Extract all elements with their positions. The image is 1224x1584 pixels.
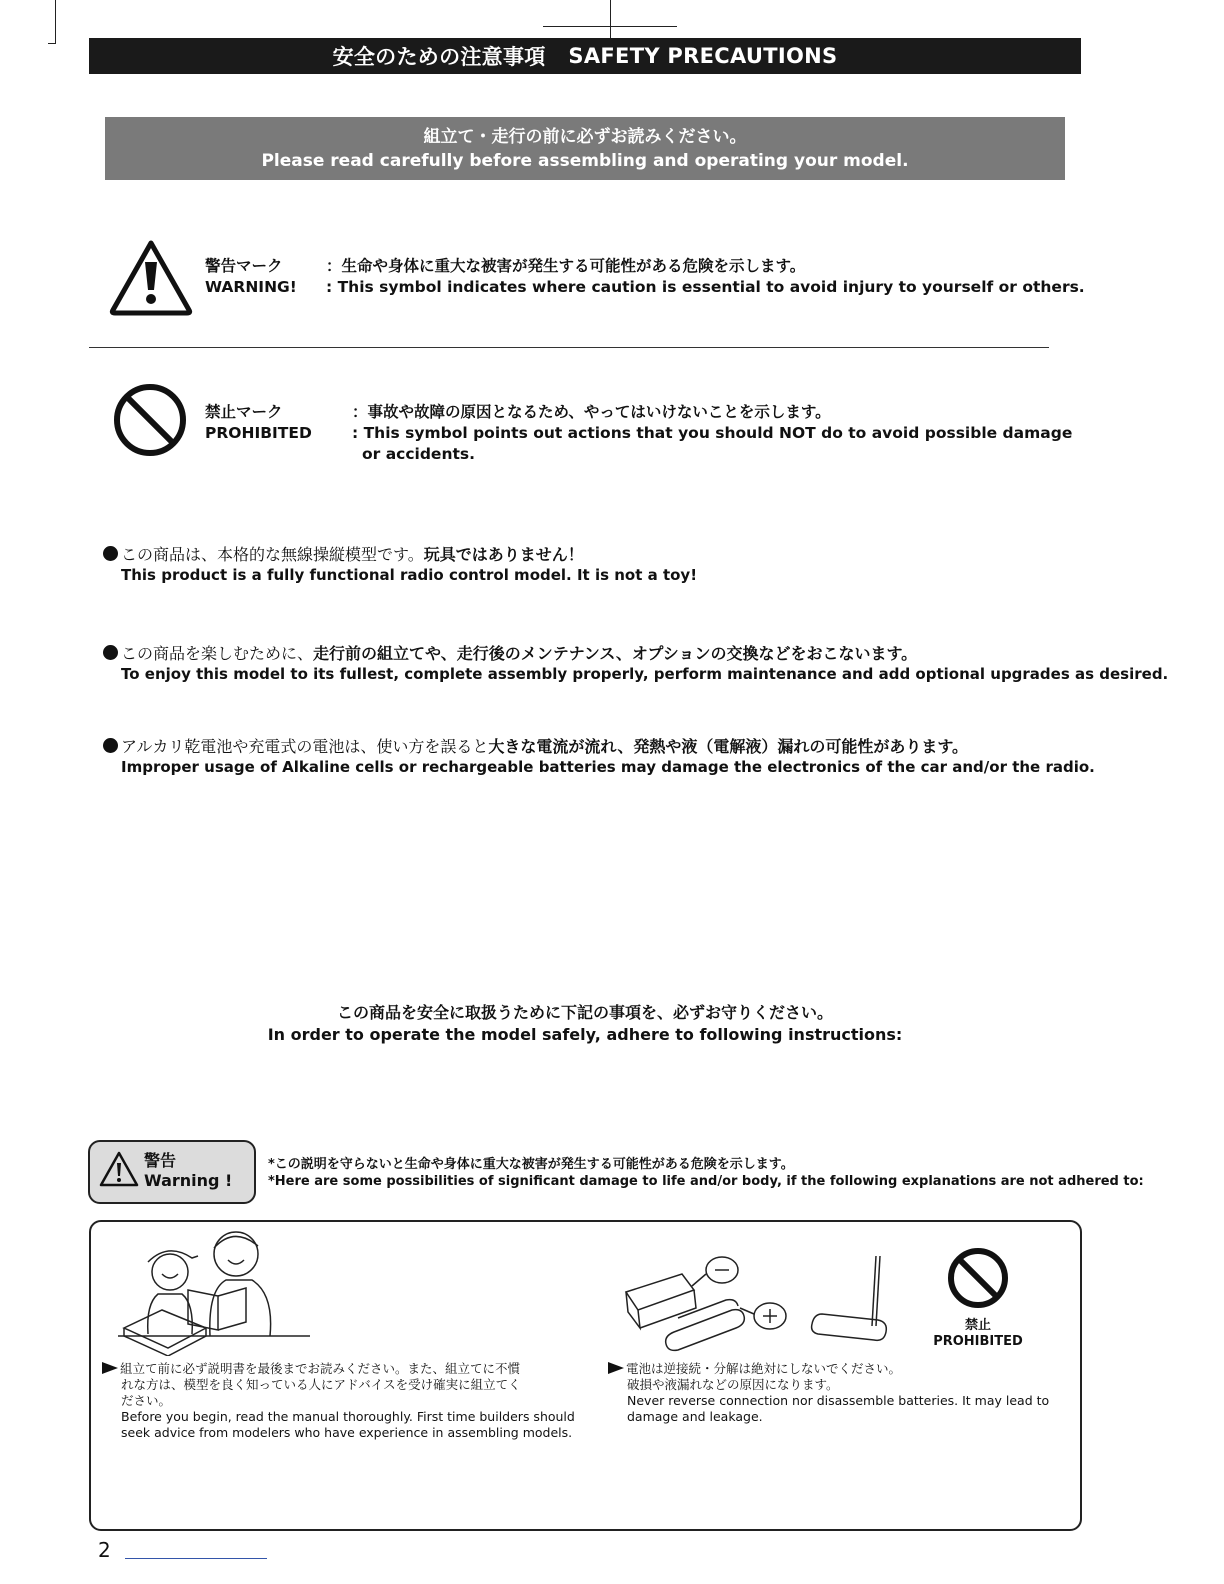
warning-description: ：生命や身体に重大な被害が発生する可能性がある危険を示します。 : This symbol indicates where caution is essential to avoid injury to yourself or others. — [326, 257, 1085, 296]
pointer-triangle-icon — [608, 1362, 624, 1374]
title-en: SAFETY PRECAUTIONS — [568, 44, 838, 68]
battery-illustration — [622, 1252, 902, 1352]
title-jp: 安全のための注意事項 — [332, 45, 546, 69]
reading-manual-illustration — [118, 1224, 313, 1356]
warning-small-icon — [98, 1150, 140, 1188]
bullet-item: アルカリ乾電池や充電式の電池は、使い方を誤ると大きな電流が流れ、発熱や液（電解液）漏れの可能性があります。 Improper usage of Alkaline cells or rechargeable batteries may damage the electronics of the car and/or the radio. — [103, 736, 1095, 778]
bullet-item: この商品を楽しむために、走行前の組立てや、走行後のメンテナンス、オプションの交換などをおこないます。 To enjoy this model to its fullest, complete assembly properly, perform maintenance and add optional upgrades as desired. — [103, 643, 1168, 685]
prohibited-small-icon — [946, 1246, 1010, 1310]
crop-mark — [610, 0, 611, 38]
warning-explanation: *この説明を守らないと生命や身体に重大な被害が発生する可能性がある危険を示します。 *Here are some possibilities of significant damage to life and/or body, if the following explanations are not adhered to: — [268, 1157, 1144, 1189]
prohibited-caption: 禁止 PROHIBITED — [933, 1318, 1023, 1349]
read-notice-jp: 組立て・走行の前に必ずお読みください。 — [423, 126, 747, 147]
warning-triangle-icon — [108, 238, 194, 316]
divider — [89, 347, 1049, 348]
page-footer-line — [125, 1558, 267, 1559]
bullet-dot-icon — [103, 645, 118, 660]
instructions-note: この商品を安全に取扱うために下記の事項を、必ずお守りください。 In order to operate the model safely, adhere to following instructions: — [267, 1003, 903, 1044]
crop-mark — [543, 26, 677, 27]
bullet-dot-icon — [103, 546, 118, 561]
prohibited-description: ：事故や故障の原因となるため、やってはいけないことを示します。 : This symbol points out actions that you should NOT do to avoid possible damage or accidents. — [352, 403, 1073, 463]
pointer-triangle-icon — [102, 1362, 118, 1374]
warning-label: 警告マーク WARNING! — [205, 257, 297, 296]
page-title-bar — [89, 38, 1081, 74]
read-notice-en: Please read carefully before assembling and operating your model. — [261, 150, 909, 171]
page-number: 2 — [98, 1538, 111, 1562]
bullet-item: この商品は、本格的な無線操縦模型です。玩具ではありません！ This product is a fully functional radio control model. It is not a toy! — [103, 544, 697, 586]
bullet-dot-icon — [103, 738, 118, 753]
left-instruction: 組立て前に必ず説明書を最後までお読みください。また、組立てに不慣 れな方は、模型を良く知っている人にアドバイスを受け確実に組立てく ださい。 Before you begin, read the manual thoroughly. First time builders should seek advice from modelers who have experience in assembling models. — [102, 1361, 575, 1441]
right-instruction: 電池は逆接続・分解は絶対にしないでください。 破損や液漏れなどの原因になります。 Never reverse connection nor disassemble batteries. It may lead to damage and leakage. — [608, 1361, 1049, 1425]
crop-mark — [55, 0, 56, 44]
crop-mark — [48, 43, 56, 44]
prohibited-label: 禁止マーク PROHIBITED — [205, 403, 312, 442]
read-notice-banner — [105, 117, 1065, 180]
warning-badge-label: 警告 Warning ! — [144, 1151, 233, 1190]
prohibited-icon — [112, 382, 188, 458]
